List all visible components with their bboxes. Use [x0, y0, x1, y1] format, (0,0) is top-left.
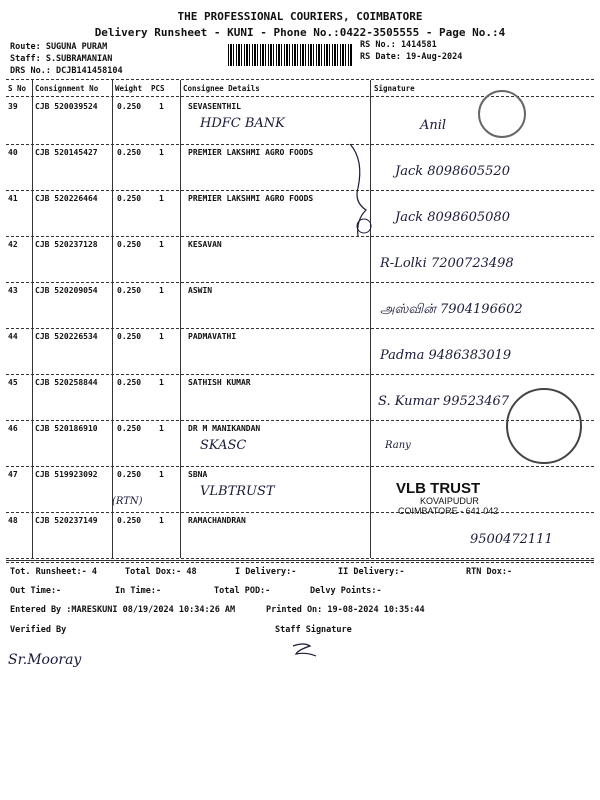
row-divider: [6, 558, 594, 559]
row-divider: [6, 144, 594, 145]
printed-on: Printed On: 19-08-2024 10:35:44: [266, 605, 425, 615]
row-weight: 0.250: [117, 470, 142, 479]
route-label: Route: SUGUNA PURAM: [10, 42, 108, 52]
runsheet-title: Delivery Runsheet - KUNI - Phone No.:0422-3505555 - Page No.:4: [94, 26, 506, 39]
staff-label: Staff: S.SUBRAMANIAN: [10, 54, 113, 64]
row-signature: அஸ்வின் 7904196602: [380, 302, 523, 317]
col-header-consignee: Consignee Details: [183, 84, 260, 93]
row-pcs: 1: [159, 378, 164, 387]
row-consignee: SEVASENTHIL: [188, 102, 241, 111]
i-delivery: I Delivery:-: [235, 567, 297, 577]
row-signature: Padma 9486383019: [380, 348, 512, 363]
staff-signature-label: Staff Signature: [275, 625, 352, 635]
row-consignee: ASWIN: [188, 286, 213, 295]
verified-by-label: Verified By: [10, 625, 67, 635]
verified-signature: Sr.Mooray: [8, 652, 82, 668]
table-bottom-rule-2: [6, 562, 594, 563]
row-divider: [6, 282, 594, 283]
row-consignee: PADMAVATHI: [188, 332, 237, 341]
row-signature: Rany: [385, 440, 411, 451]
row-pcs: 1: [159, 194, 164, 203]
row-sno: 40: [8, 148, 18, 157]
table-bottom-rule: [6, 560, 594, 561]
row-divider: [6, 512, 594, 513]
row-consignment-no: CJB 520258844: [35, 378, 98, 387]
vlb-stamp-line3: COIMBATORE - 641 042: [398, 506, 499, 516]
row-weight: 0.250: [117, 516, 142, 525]
row-sno: 43: [8, 286, 18, 295]
row-weight: 0.250: [117, 194, 142, 203]
row-sno: 41: [8, 194, 18, 203]
col-divider: [32, 80, 33, 558]
row-consignment-no: CJB 519923092: [35, 470, 98, 479]
row-divider: [6, 374, 594, 375]
row-handwritten-note: VLBTRUST: [200, 484, 275, 499]
row-pcs: 1: [159, 470, 164, 479]
row-pcs: 1: [159, 286, 164, 295]
row-weight: 0.250: [117, 424, 142, 433]
row-handwritten-note: HDFC BANK: [200, 116, 285, 131]
row-consignee: DR M MANIKANDAN: [188, 424, 261, 433]
row-weight: 0.250: [117, 148, 142, 157]
col-divider: [112, 80, 113, 558]
total-dox: Total Dox:- 48: [125, 567, 197, 577]
row-weight: 0.250: [117, 378, 142, 387]
row-consignment-no: CJB 520237128: [35, 240, 98, 249]
vlb-stamp-line2: KOVAIPUDUR: [420, 496, 479, 506]
col-divider: [180, 80, 181, 558]
row-consignee: KESAVAN: [188, 240, 222, 249]
row-consignment-no: CJB 520226534: [35, 332, 98, 341]
staff-signature-mark: [290, 640, 320, 660]
delvy-points: Delvy Points:-: [310, 586, 382, 596]
entered-by: Entered By :MARESKUNI 08/19/2024 10:34:26 AM: [10, 605, 236, 615]
row-pcs: 1: [159, 424, 164, 433]
rtn-dox: RTN Dox:-: [466, 567, 513, 577]
row-consignment-no: CJB 520186910: [35, 424, 98, 433]
row-consignment-no: CJB 520039524: [35, 102, 98, 111]
row-sno: 46: [8, 424, 18, 433]
row-divider: [6, 236, 594, 237]
college-stamp: [506, 388, 582, 464]
brace-mark: [340, 140, 380, 240]
row-divider: [6, 328, 594, 329]
row-sno: 42: [8, 240, 18, 249]
drs-number: DRS No.: DCJB141458104: [10, 66, 123, 76]
row-consignee: SATHISH KUMAR: [188, 378, 251, 387]
row-pcs: 1: [159, 516, 164, 525]
row-weight: 0.250: [117, 286, 142, 295]
row-consignee: PREMIER LAKSHMI AGRO FOODS: [188, 148, 314, 157]
row-weight: 0.250: [117, 102, 142, 111]
vlb-stamp-name: VLB TRUST: [396, 480, 481, 497]
row-sno: 39: [8, 102, 18, 111]
row-consignment-no: CJB 520237149: [35, 516, 98, 525]
row-consignee: SBNA: [188, 470, 208, 479]
row-pcs: 1: [159, 102, 164, 111]
institution-stamp: [478, 90, 526, 138]
row-weight: 0.250: [117, 332, 142, 341]
total-pod: Total POD:-: [214, 586, 271, 596]
row-consignee: PREMIER LAKSHMI AGRO FOODS: [188, 194, 314, 203]
ii-delivery: II Delivery:-: [338, 567, 405, 577]
row-weight: 0.250: [117, 240, 142, 249]
company-title: THE PROFESSIONAL COURIERS, COIMBATORE: [177, 10, 423, 23]
col-header-signature: Signature: [374, 84, 415, 93]
out-time: Out Time:-: [10, 586, 62, 596]
row-signature: Jack 8098605520: [395, 164, 510, 179]
row-pcs: 1: [159, 240, 164, 249]
row-consignment-no: CJB 520145427: [35, 148, 98, 157]
row-consignment-no: CJB 520209054: [35, 286, 98, 295]
row-sno: 45: [8, 378, 18, 387]
row-sno: 48: [8, 516, 18, 525]
row-signature: S. Kumar 99523467: [378, 394, 510, 409]
row-pcs: 1: [159, 332, 164, 341]
barcode-image: [228, 44, 352, 66]
rs-number: RS No.: 1414581: [360, 40, 437, 50]
col-header-consignment: Consignment No: [35, 84, 99, 93]
col-header-weight: Weight: [115, 84, 143, 93]
row-consignment-no: CJB 520226464: [35, 194, 98, 203]
col-header-sno: S No: [8, 84, 27, 93]
table-top-rule: [6, 79, 594, 80]
row-divider: [6, 190, 594, 191]
row-pcs: 1: [159, 148, 164, 157]
row-sno: 47: [8, 470, 18, 479]
total-runsheet: Tot. Runsheet:- 4: [10, 567, 97, 577]
rs-date: RS Date: 19-Aug-2024: [360, 52, 463, 62]
row-sno: 44: [8, 332, 18, 341]
row-signature: Jack 8098605080: [395, 210, 510, 225]
rtn-note: (RTN): [112, 496, 143, 507]
row-consignee: RAMACHANDRAN: [188, 516, 246, 525]
in-time: In Time:-: [115, 586, 162, 596]
row-divider: [6, 466, 594, 467]
row-signature: 9500472111: [470, 532, 553, 547]
row-handwritten-note: SKASC: [200, 438, 247, 453]
row-signature: R-Lolki 7200723498: [380, 256, 514, 271]
row-signature: Anil: [420, 118, 447, 133]
col-header-pcs: PCS: [151, 84, 165, 93]
